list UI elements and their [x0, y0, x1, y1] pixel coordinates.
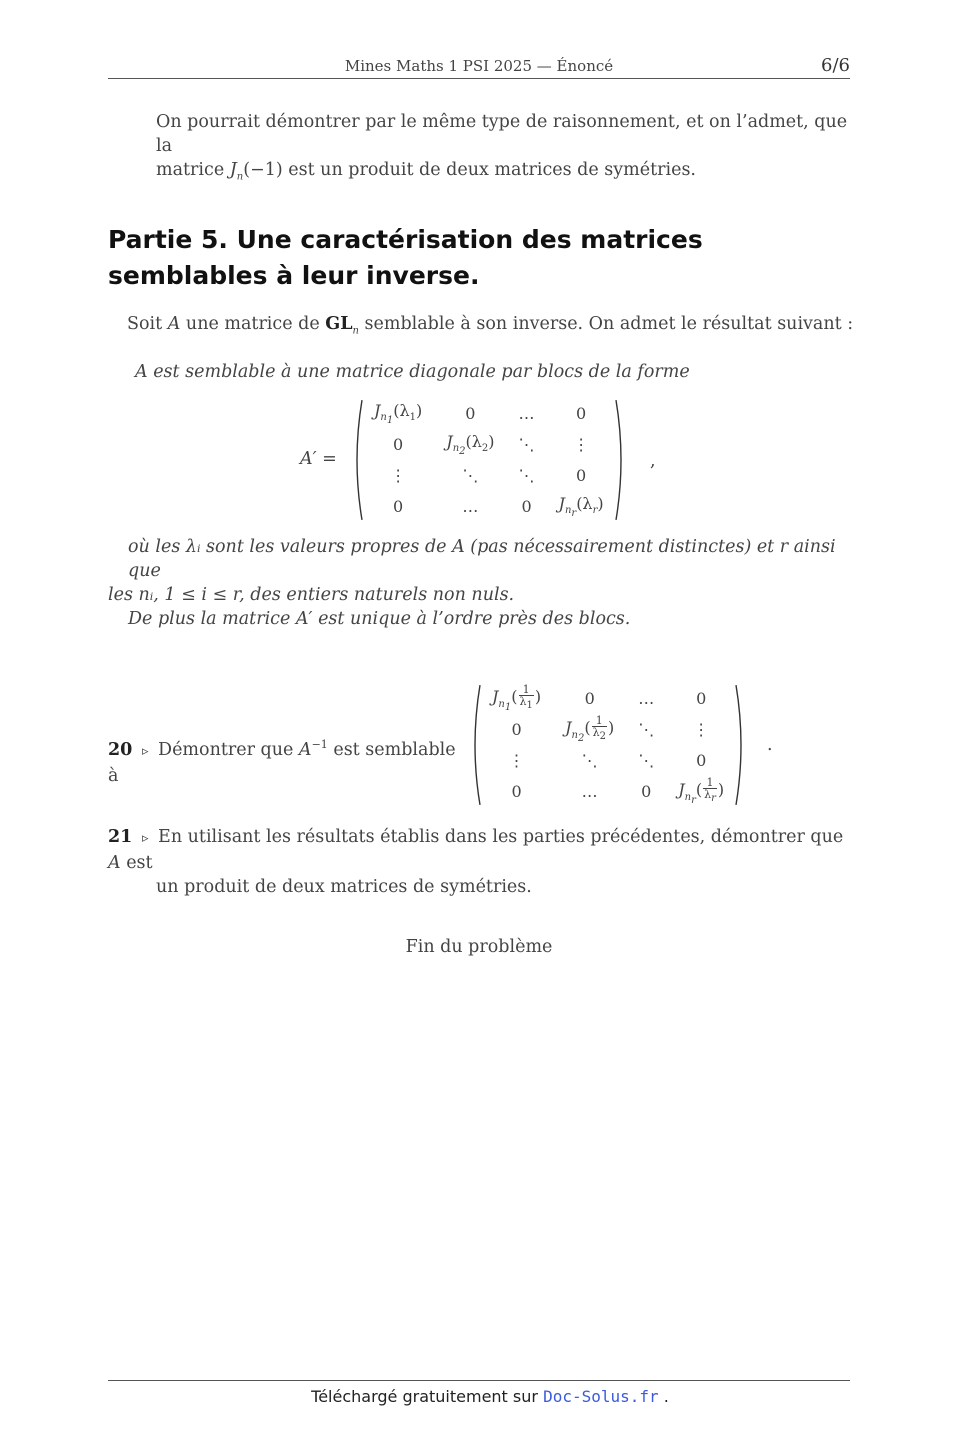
math-J: J: [446, 431, 453, 451]
matrix-cell: ⋱: [518, 466, 535, 485]
page-footer: [0, 1387, 980, 1406]
section-heading: Partie 5. Une caractérisation des matrices semblables à leur inverse.: [108, 225, 703, 290]
block-matrix-inverse: [468, 683, 748, 807]
matrix-cell: …: [638, 689, 655, 708]
matrix-row: [480, 745, 736, 776]
matrix-cell: [362, 398, 434, 429]
question-text: Démontrer que: [158, 739, 299, 760]
math-paren: ): [534, 687, 542, 707]
matrix-cell: 0: [696, 751, 707, 770]
math-exponent: −1: [311, 738, 328, 751]
math-GL: GL: [325, 314, 353, 334]
matrix-cell: 0: [465, 404, 476, 423]
intro-line-1: On pourrait démontrer par le même type de raisonnement, et on l’admet, que la: [156, 112, 848, 156]
math-J: J: [492, 687, 499, 707]
math-paren: ): [488, 431, 495, 451]
math-lambda: λ: [704, 788, 712, 802]
question-text: En utilisant les résultats établis dans les parties précédentes, démontrer que: [158, 827, 844, 847]
theorem-line-2: où les λᵢ sont les valeurs propres de A (pas nécessairement distinctes) et r ainsi que: [128, 537, 836, 581]
math-index: 1: [409, 412, 417, 424]
fraction: [703, 777, 717, 804]
math-index: 2: [599, 731, 606, 743]
intro-paragraph: [156, 110, 856, 190]
math-n: n: [452, 443, 460, 455]
theorem-line-1: A est semblable à une matrice diagonale par blocs de la forme: [135, 362, 690, 382]
math-paren: (: [695, 780, 703, 800]
math-paren: ): [597, 493, 604, 513]
left-paren: [350, 398, 364, 522]
matrix-cell: [434, 429, 506, 460]
footer-text: Téléchargé gratuitement sur: [311, 1387, 544, 1406]
matrix-cell: ⋮: [508, 751, 525, 770]
math-index: r: [571, 508, 577, 520]
math-lambda: λ: [519, 695, 527, 709]
fraction-numerator: 1: [519, 684, 534, 696]
matrix-cell: [553, 714, 626, 745]
math-n: n: [684, 791, 692, 803]
intro-text: matrice: [156, 160, 230, 180]
math-A: A: [298, 739, 312, 760]
intro-line-2: [156, 158, 856, 190]
math-n: n: [564, 505, 572, 517]
matrix-cell: ⋱: [462, 466, 479, 485]
math-index: 1: [526, 700, 533, 712]
matrix-cell: 0: [393, 497, 404, 516]
math-lambda: λ: [592, 726, 600, 740]
matrix-cell: 0: [696, 689, 707, 708]
matrix-cell: 0: [641, 782, 652, 801]
matrix-cell: 0: [521, 497, 532, 516]
matrix-cell: …: [518, 404, 535, 423]
math-arg: (−1): [243, 160, 283, 180]
math-A: A: [167, 314, 181, 334]
matrix-cell: [547, 491, 616, 522]
matrix-cell: ⋱: [581, 751, 598, 770]
matrix-row: [480, 683, 736, 714]
matrix-cell: 0: [584, 689, 595, 708]
matrix-trailing-comma: ,: [650, 451, 656, 471]
math-index: 2: [459, 446, 466, 458]
statement-text: Soit: [127, 314, 168, 334]
matrix-cell: ⋱: [638, 720, 655, 739]
math-paren: ): [416, 400, 423, 420]
math-J: J: [678, 780, 685, 800]
statement-text: semblable à son inverse. On admet le résultat suivant :: [358, 314, 854, 334]
footer-divider: [108, 1380, 850, 1381]
matrix-cell: 0: [511, 720, 522, 739]
matrix-lhs: [300, 447, 337, 471]
footer-text-end: .: [658, 1387, 669, 1406]
question-20: [108, 733, 468, 788]
matrix-cell: ⋱: [518, 435, 535, 454]
question-21-line-1: [108, 825, 853, 875]
question-21: [108, 825, 853, 899]
question-text: est: [120, 853, 153, 873]
intro-text-end: est un produit de deux matrices de symétries.: [282, 160, 696, 180]
right-paren: [734, 683, 748, 807]
page-header: [108, 54, 850, 79]
math-J: J: [374, 400, 381, 420]
matrix-table: [362, 398, 616, 522]
math-J: J: [558, 493, 565, 513]
matrix-cell: [666, 776, 736, 807]
matrix-cell: 0: [575, 404, 587, 423]
matrix-row: [362, 491, 616, 522]
triangle-marker-icon: ▹: [141, 831, 149, 846]
block-matrix-A-prime: [350, 398, 628, 522]
math-n: n: [571, 729, 578, 741]
matrix-cell: ⋮: [573, 435, 590, 454]
theorem-continuation: [108, 535, 853, 631]
math-lambda: (λ: [393, 400, 410, 420]
theorem-line-4: De plus la matrice A′ est unique à l’ordre près des blocs.: [128, 609, 631, 629]
fraction-numerator: 1: [592, 715, 607, 727]
doc-solus-link[interactable]: Doc-Solus.fr: [543, 1387, 659, 1406]
matrix-row: [480, 714, 736, 745]
fraction-numerator: 1: [703, 777, 717, 789]
math-index: 1: [504, 701, 512, 713]
math-index: r: [691, 794, 696, 806]
theorem-line-3: les nᵢ, 1 ≤ i ≤ r, des entiers naturels non nuls.: [108, 585, 515, 605]
question-text: est semblable à: [108, 739, 456, 786]
left-paren: [468, 683, 482, 807]
math-paren: (: [511, 687, 518, 707]
matrix-cell: 0: [511, 782, 522, 801]
question-number: 20: [108, 739, 133, 760]
matrix-row: [480, 776, 736, 807]
matrix-cell: 0: [575, 466, 587, 485]
math-sub-n: n: [236, 171, 244, 183]
matrix-trailing-period: .: [767, 735, 773, 755]
math-index: r: [711, 793, 716, 805]
header-title: Mines Maths 1 PSI 2025 — Énoncé: [344, 57, 614, 75]
fraction: [519, 684, 534, 711]
matrix-cell: …: [462, 497, 479, 516]
math-paren: ): [717, 780, 725, 800]
lhs-label: A′ =: [300, 449, 337, 469]
question-21-line-2: un produit de deux matrices de symétries.: [156, 877, 532, 897]
fraction: [592, 715, 607, 742]
math-paren: ): [607, 718, 615, 738]
matrix-row: [362, 398, 616, 429]
matrix-table: [480, 683, 736, 807]
statement: [127, 312, 857, 344]
triangle-marker-icon: ▹: [141, 743, 149, 759]
math-J: J: [565, 718, 572, 738]
question-number: 21: [108, 827, 133, 847]
math-n: n: [498, 698, 505, 710]
matrix-cell: ⋮: [693, 720, 710, 739]
matrix-row: [362, 429, 616, 460]
end-of-problem: Fin du problème: [405, 937, 553, 957]
math-J: J: [229, 160, 237, 180]
math-n: n: [380, 412, 387, 424]
math-paren: (: [584, 718, 591, 738]
statement-text: une matrice de: [180, 314, 326, 334]
matrix-cell: [480, 683, 553, 714]
math-index: 2: [577, 732, 585, 744]
matrix-cell: ⋱: [638, 751, 655, 770]
matrix-cell: ⋮: [390, 466, 407, 485]
math-sub-n: n: [352, 325, 359, 337]
matrix-cell: 0: [393, 435, 404, 454]
math-lambda: (λ: [576, 493, 593, 513]
right-paren: [614, 398, 628, 522]
math-index: 2: [481, 443, 489, 455]
page-number: 6/6: [821, 55, 850, 76]
matrix-row: [362, 460, 616, 491]
math-index: r: [592, 505, 598, 517]
matrix-cell: …: [581, 782, 598, 801]
math-index: 1: [386, 415, 394, 427]
math-lambda: (λ: [465, 431, 482, 451]
math-A: A: [108, 853, 121, 873]
